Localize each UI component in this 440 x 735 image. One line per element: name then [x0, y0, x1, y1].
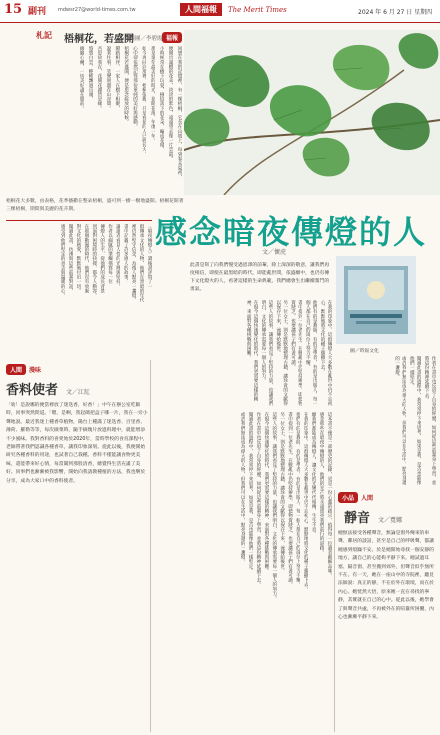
side-article-byline: 文／寬娜	[378, 517, 403, 524]
side-article-column-tag: 人間	[361, 495, 374, 502]
text-column: 小時候常在樹下玩耍，撿拾落下的花朵，編成花環，	[159, 46, 165, 152]
book-cover-illustration	[336, 256, 416, 344]
text-column: 讓讀者看見人性的光輝與堅持。	[115, 224, 121, 289]
text-column: 閱讀此書，彷彿與這些前輩對話，	[68, 224, 74, 293]
main-article-body-lower	[152, 412, 332, 732]
side-article-column-tag: 漫味	[29, 367, 42, 374]
text-column: 書中提到一位老先生，在戰亂中仍堅持辦學，即使物資缺乏，也要讓孩子們有書可讀。	[290, 300, 303, 406]
column-separator	[334, 490, 335, 732]
side-article-header	[338, 492, 436, 503]
text-column: 緣隨心轉，一切美好盡在眼前。	[79, 46, 85, 111]
main-article-body-right	[336, 356, 436, 488]
text-column: 心中卻依然記得那份單純的美好與感動。	[132, 46, 138, 129]
side-article-title: 靜音	[344, 511, 371, 526]
text-column: 到面對困境時的抉擇，都令人動容。	[91, 224, 97, 298]
side-article-header	[6, 364, 148, 375]
text-column: 梧桐花若盛開，便是思念綻放的時候。	[123, 46, 129, 125]
text-column: 在現今這個快速變化的時代，我們更需要這樣的精神，來面對各種挑戰與困難。	[263, 412, 269, 573]
side-article-title: 香料使者	[6, 383, 59, 398]
main-article-title: 感念暗夜傳燈的人	[155, 213, 428, 251]
text-column: 他們有的是教師，有的是學者，有的是出版人，每一個人都在自己的崗位上努力不懈。	[295, 412, 301, 587]
main-article-body-upper	[152, 300, 332, 408]
text-column: 鬧路相伴，一家人在樹下相聚，	[114, 46, 120, 111]
contact-url: mdwsr27@world-times.com.tw	[58, 7, 136, 13]
top-article	[6, 30, 182, 195]
newspaper-logo-en: The Merit Times	[228, 6, 287, 14]
text-column: 這本書不僅是一部歷史的記錄，更是一份心靈的啟示，值得每一位讀者細細品味。	[327, 412, 332, 578]
newspaper-logo: 人間福報	[180, 3, 222, 16]
text-column: 在現今這個快速變化的時代，我們更需要這樣的精神，來面對各種挑戰與困難。	[246, 300, 259, 402]
top-article-badge: 福報	[162, 32, 182, 43]
text-column: 作者在書中也反思了自身的經歷，如何從這些前輩身上學習，並將這份精神延續下去。	[255, 412, 261, 587]
text-column: 說著往事，笑聲迴盪在山谷間。	[105, 46, 111, 111]
book-cover-image	[336, 256, 416, 344]
text-column: 在那個動盪的時代，他們沒有放棄	[83, 224, 89, 293]
leaves-illustration	[184, 30, 440, 195]
review-intro-columns	[4, 224, 152, 354]
side-article-badge: 小品	[338, 492, 358, 503]
paulownia-leaves-photo	[184, 30, 440, 195]
section-name: 副刊	[28, 7, 47, 17]
photo-caption: 梧桐花大多數，由表格，花季播撒在整朵梧桐，盛可到一樹一樹地盛開。梧桐花開著三棵梧桐，期間與美麗的花卉期。	[6, 199, 184, 212]
text-column: 便開出滿樹的花朵，淡淡的紫色，遠遠望去像一片雲霞。	[168, 46, 174, 161]
top-article-title: 梧桐花，若盛開	[64, 34, 134, 45]
text-column: 他們有的是教師，有的是學者，有的是出版人，每一個人都在自己的崗位上努力不懈。	[305, 300, 318, 406]
text-column: 感念那些在暗夜中傳燈的人，他們的光芒將永遠照亮我們前行的道路。	[319, 412, 325, 555]
text-column: 作者在書中也反思了自身的經歷，如何從這些前輩身上學習，並將這份精神延續下去。	[424, 356, 436, 485]
text-column: 另一位女士，則是默默地整理古籍，讓珍貴的文獻得以保存下來，流傳給後世。	[279, 412, 285, 573]
text-column: 或許我們無法成為偉大的人物，但我們可以在生活中，點亮身邊的一盞燈。	[240, 412, 246, 564]
page-number: 15	[4, 2, 23, 17]
text-column: 願我們都能成為傳燈人，讓文化的光輝代代相傳，生生不息。	[311, 412, 317, 537]
side-article-silence	[338, 492, 436, 732]
main-article-lead: 此書是寫了向我們慢受過恩澤的前輩，除上深深的敬意，讓我們再度相信，即使在最黑暗的時代，即能亂世間，依盛願中，也仍有傳下文化燈火的人，看著這樣的生命典範，我們總會生出繼續奮鬥的勇氣。	[190, 263, 330, 293]
text-column: 閱讀此書的過程中，我常常停下來思考，如果是我，是否也能像他們一樣堅定。	[248, 412, 254, 573]
top-article-byline: 文與圖／李碧霞	[124, 36, 163, 42]
text-column: 〈暗夜傳燈人〉讀後書評寫了一	[147, 224, 152, 289]
side-article-badge: 人間	[6, 364, 26, 375]
text-column: 對文化的熱愛，默默地付出一切。	[75, 224, 81, 293]
text-column: 感受到他們堅定的意志與溫暖的心。	[60, 224, 66, 298]
column-separator	[150, 360, 151, 732]
text-column: 或許我們無法成為偉大的人物，但我們可以在生活中，點亮身邊的一盞燈。	[394, 356, 407, 485]
side-article-body: 「啥！是說哪的便當裡放了迷迭香，好香！」中午在辦公室吃飯時，同事突然問道。「嗯，是啊，我起碼把盒子哪一片，我在一旁小聲地說。最近我迷上種香草植物，陽台上種滿了迷迭香、百里香、薄荷、羅勒等等，每次做菜時，隨手摘幾片放進料理中，就能增添不少風味。我對香料的喜愛始於2020年，當時學校的食育課程中，老師帶著我們認識各種香草，讓我印象深刻。從此以後，我便開始研究各種香料的用途，也試著自己栽種。香料不僅能讓食物更美味，還能帶來好心情，每當聞到那股清香，總覺得生活充滿了美好。同事們也漸漸被我影響，開始向我請教種植的方法，我也樂於分享，成為大家口中的香料使者。	[6, 403, 148, 484]
text-column: 吾思故我在，花開花謝皆是緣。	[96, 46, 102, 111]
top-article-column-tag: 札記	[36, 31, 52, 40]
issue-date: 2024 年 6 月 27 日 星期四	[358, 9, 433, 16]
text-column: 閱讀此書的過程中，我常常停下來思考，如果是我，是否也能像他們一樣堅定。	[409, 356, 422, 485]
text-column: 在我的印象中，這群傳燈人大多數在亂世中仍不忘初心，默默地將文化的種子播撒下去。	[303, 412, 309, 592]
side-article-byline: 文／江紅	[66, 389, 91, 396]
text-column: 如今再回到那裡，梧桐依舊，只是看花的人已經長大，	[141, 46, 147, 157]
top-article-header	[162, 32, 182, 43]
section-divider	[6, 220, 152, 221]
book-cover-caption: 圖／時報文化	[350, 349, 379, 354]
text-column: 那是童年最美好的時光，花開花落，年復一年。	[150, 46, 156, 143]
text-column: 這些人的故事，讓我們看見了堅持的力量，也讓我們明白，文化的傳承需要每一個人的努力。	[271, 412, 277, 601]
text-column: 悠悠白雲，輕輕飄過山頭，	[88, 46, 94, 102]
text-column: 裡仍然堅守信念，為後人點亮一盞燈。	[131, 224, 137, 303]
text-column: 在我的印象中，這群傳燈人大多數在亂世中仍不忘初心，默默地將文化的種子播撒下去。	[320, 300, 332, 406]
text-column: 另一位女士，則是默默地整理古籍，讓珍貴的文獻得以保存下來，流傳給後世。	[275, 300, 288, 406]
text-column: 群傳承文化的人物，他們在黑暗的年代	[139, 224, 145, 303]
text-column: 書中記載了許多感人的故事，	[123, 224, 129, 284]
top-article-body	[6, 46, 182, 194]
text-column: 書中提到一位老先生，在戰亂中仍堅持辦學，即使物資缺乏，也要讓孩子們有書可讀。	[287, 412, 293, 587]
main-article-byline: 文／懷虎	[262, 249, 287, 256]
text-column: 這些人的故事，讓我們看見了堅持的力量，也讓我們明白，文化的傳承需要每一個人的努力。	[260, 300, 273, 406]
text-column: 傳燈人的生平，從他們的成長背景	[99, 224, 105, 293]
side-article-body: 她無法接受各種聲音，無論是窗外傳來的車聲、鄰居的談話，甚至是自己的呼吸聲，都讓她感到煩躁不安。於是她開始尋找一個安靜的地方，讓自己的心能夠平靜下來。她試過耳塞、隔音窗、甚至搬到郊外，但聲音似乎無所不在。有一天，她在一座山中的寺院裡，聽見法師說：真正的靜，不在於外在環境，而在於內心。她恍然大悟，原來她一直在尋找的寧靜，其實就在自己的心中。從此以後，她學會了與聲音共處，不再被外在的喧囂所困擾，內心也漸漸平靜下來。	[338, 531, 434, 620]
text-column: 作者以細膩的筆觸描寫每一位	[107, 224, 113, 284]
side-article-spice	[6, 364, 148, 732]
text-column: 回想在我的記憶裡，有一棵梧桐，它長在山坡上，每到春末夏初，	[177, 46, 182, 180]
